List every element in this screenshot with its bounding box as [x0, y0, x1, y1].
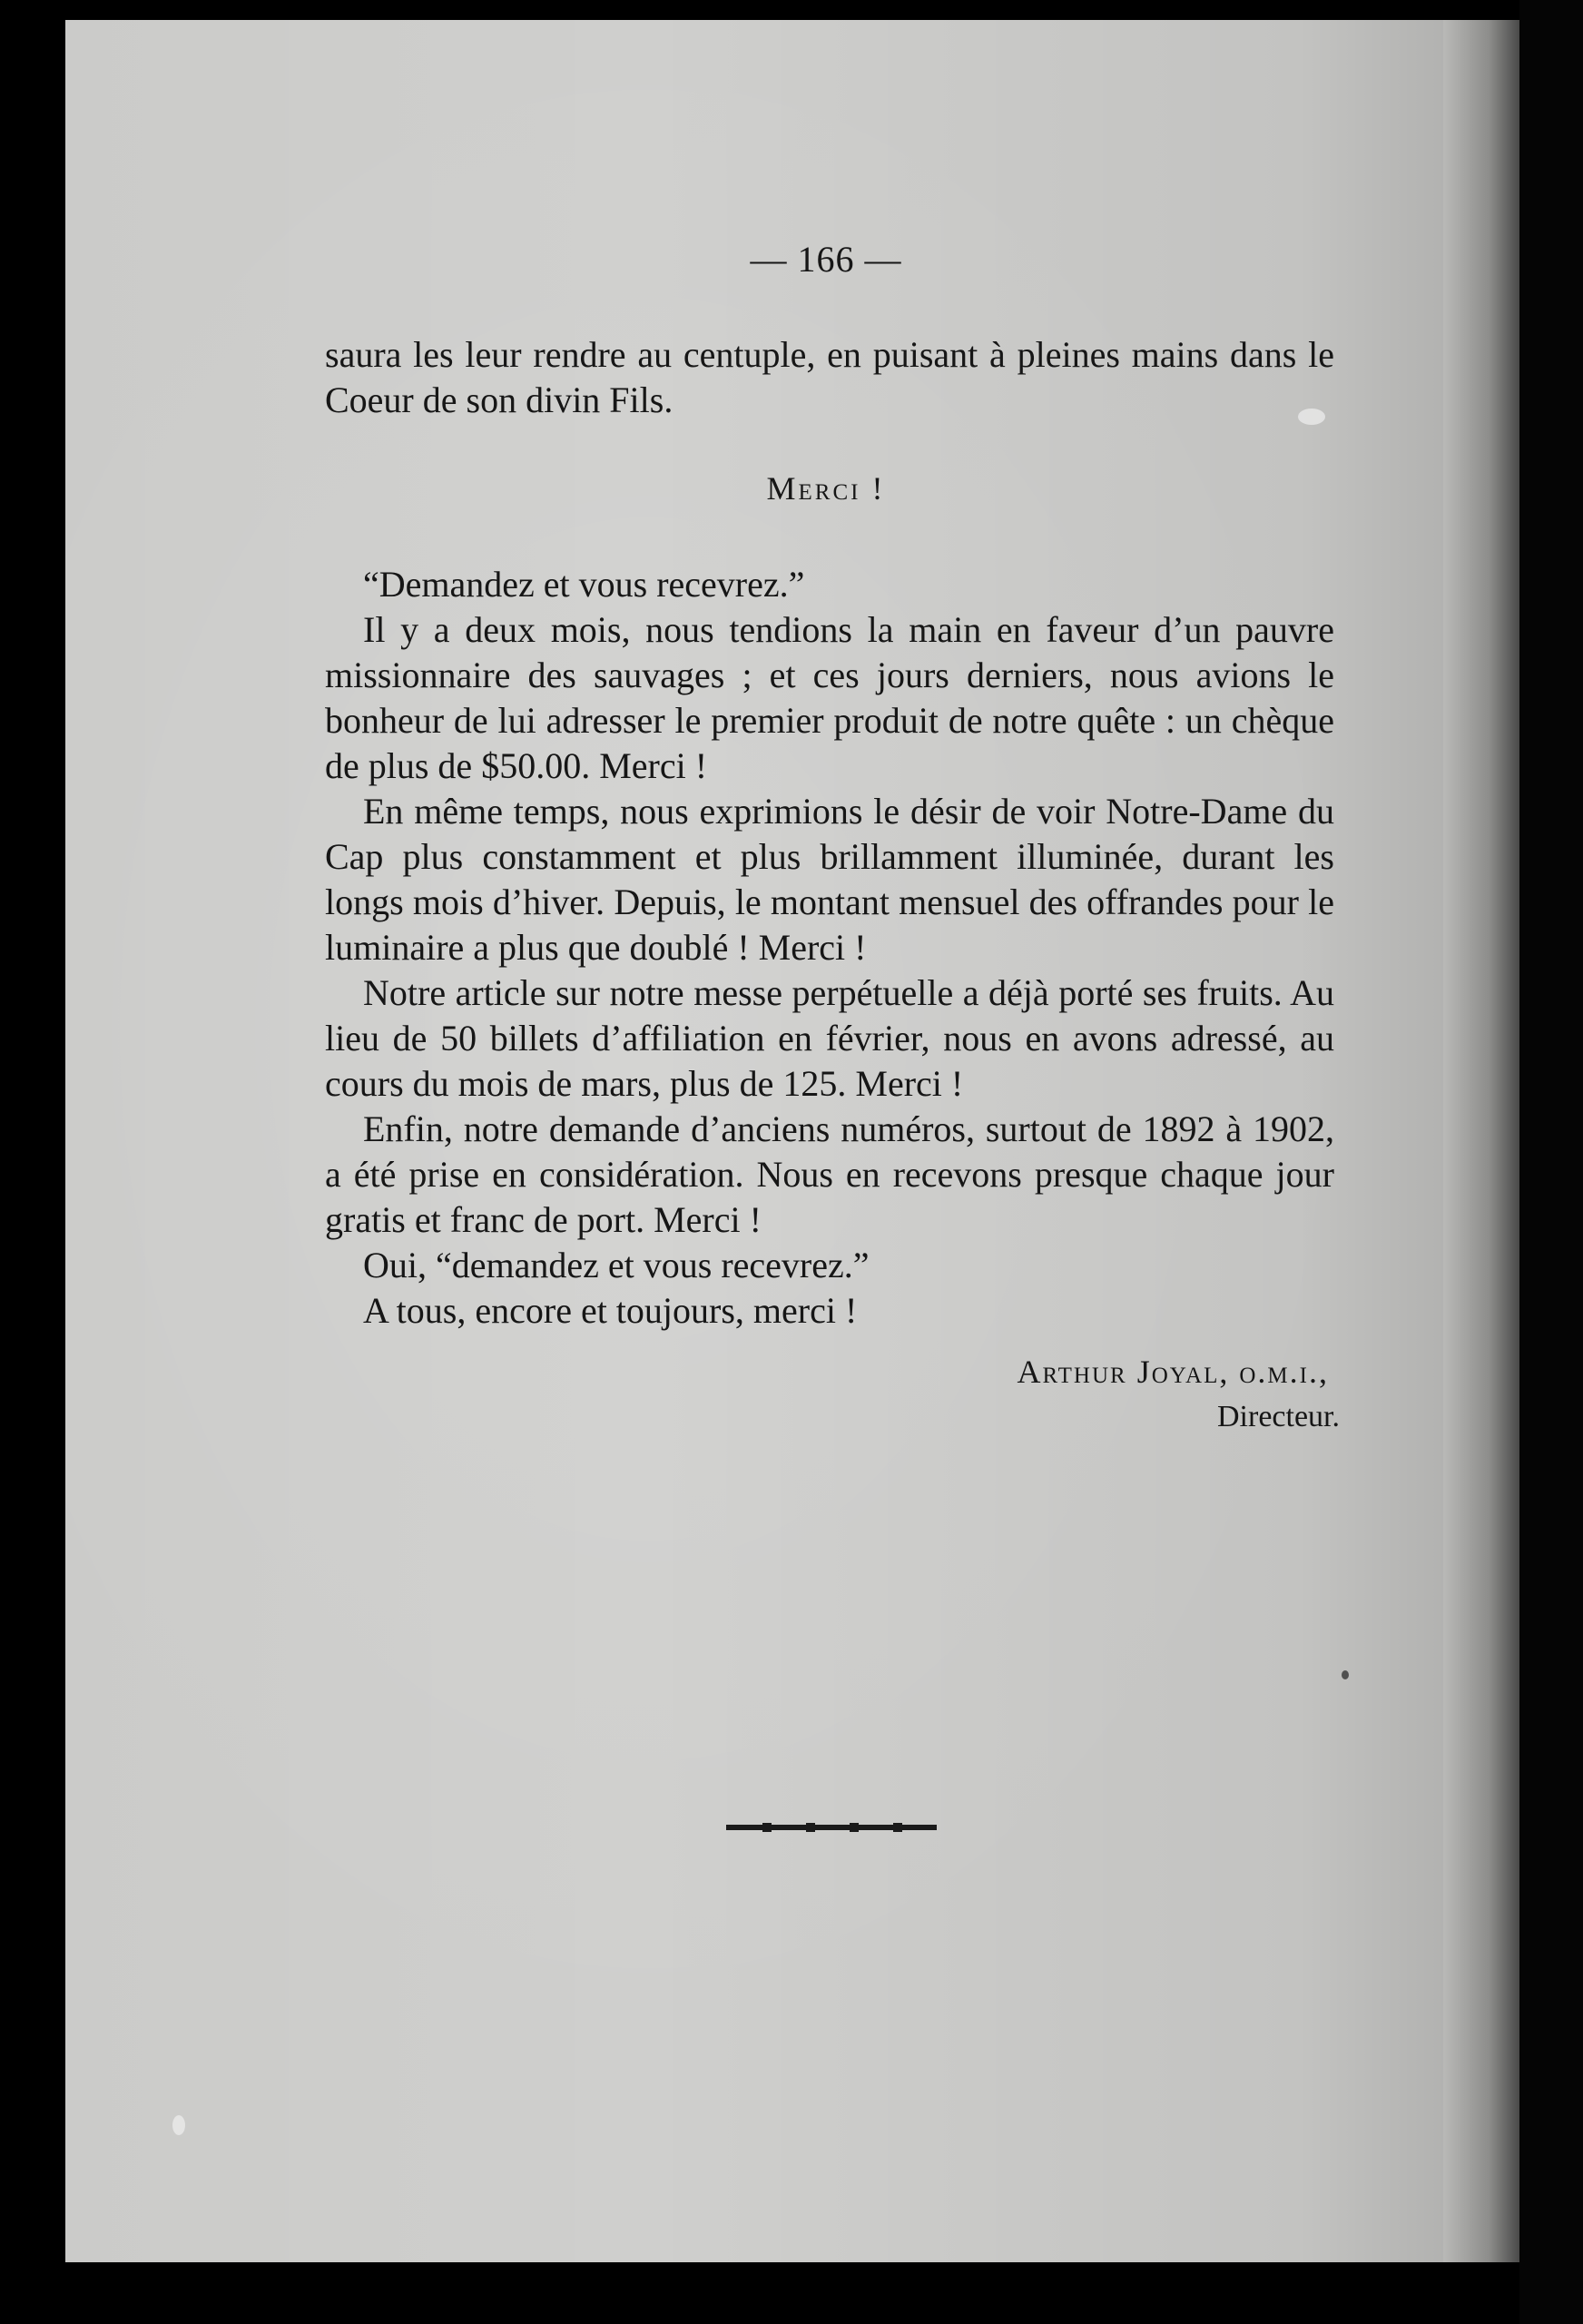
paper-speck [1342, 1670, 1349, 1679]
page-number: — 166 — [750, 239, 902, 280]
signature: Arthur Joyal, o.m.i., [1017, 1354, 1329, 1390]
paragraph-luminaire: En même temps, nous exprimions le désir de voir Notre-Dame du Cap plus constamment et plus brillamment illuminée, durant les longs mois d’hiver. Depuis, le montant mensuel des offrandes pour le luminaire a plus que doublé ! Merci ! [325, 791, 1334, 968]
paragraph-oui: Oui, “demandez et vous recevrez.” [363, 1245, 870, 1285]
paper-speck [1298, 409, 1325, 425]
ornament-divider [723, 1821, 940, 1834]
paragraph-closing: A tous, encore et toujours, merci ! [363, 1290, 858, 1331]
paragraph-numeros: Enfin, notre demande d’anciens numéros, surtout de 1892 à 1902, a été prise en considération. Nous en recevons presque chaque jour gratis et franc de port. Merci ! [325, 1108, 1334, 1240]
paper-speck [172, 2115, 185, 2135]
page-gutter [1443, 20, 1519, 2262]
section-heading: Merci ! [766, 470, 886, 507]
paragraph-missionary: Il y a deux mois, nous tendions la main en faveur d’un pauvre missionnaire des sauvages ; et ces jours derniers, nous avions le bonheur de lui adresser le premier produit de notre quête : un chèque de plus de $50.00. Merci ! [325, 609, 1334, 786]
scan-border [1519, 0, 1583, 2324]
signature-role: Directeur. [1217, 1400, 1340, 1433]
opening-paragraph: saura les leur rendre au centuple, en puisant à pleines mains dans le Coeur de son divin Fils. [325, 334, 1334, 420]
paragraph-quote: “Demandez et vous recevrez.” [363, 564, 805, 605]
paragraph-messe: Notre article sur notre messe perpétuelle a déjà porté ses fruits. Au lieu de 50 billets d’affiliation en février, nous en avons adressé, au cours du mois de mars, plus de 125. Merci ! [325, 972, 1334, 1104]
